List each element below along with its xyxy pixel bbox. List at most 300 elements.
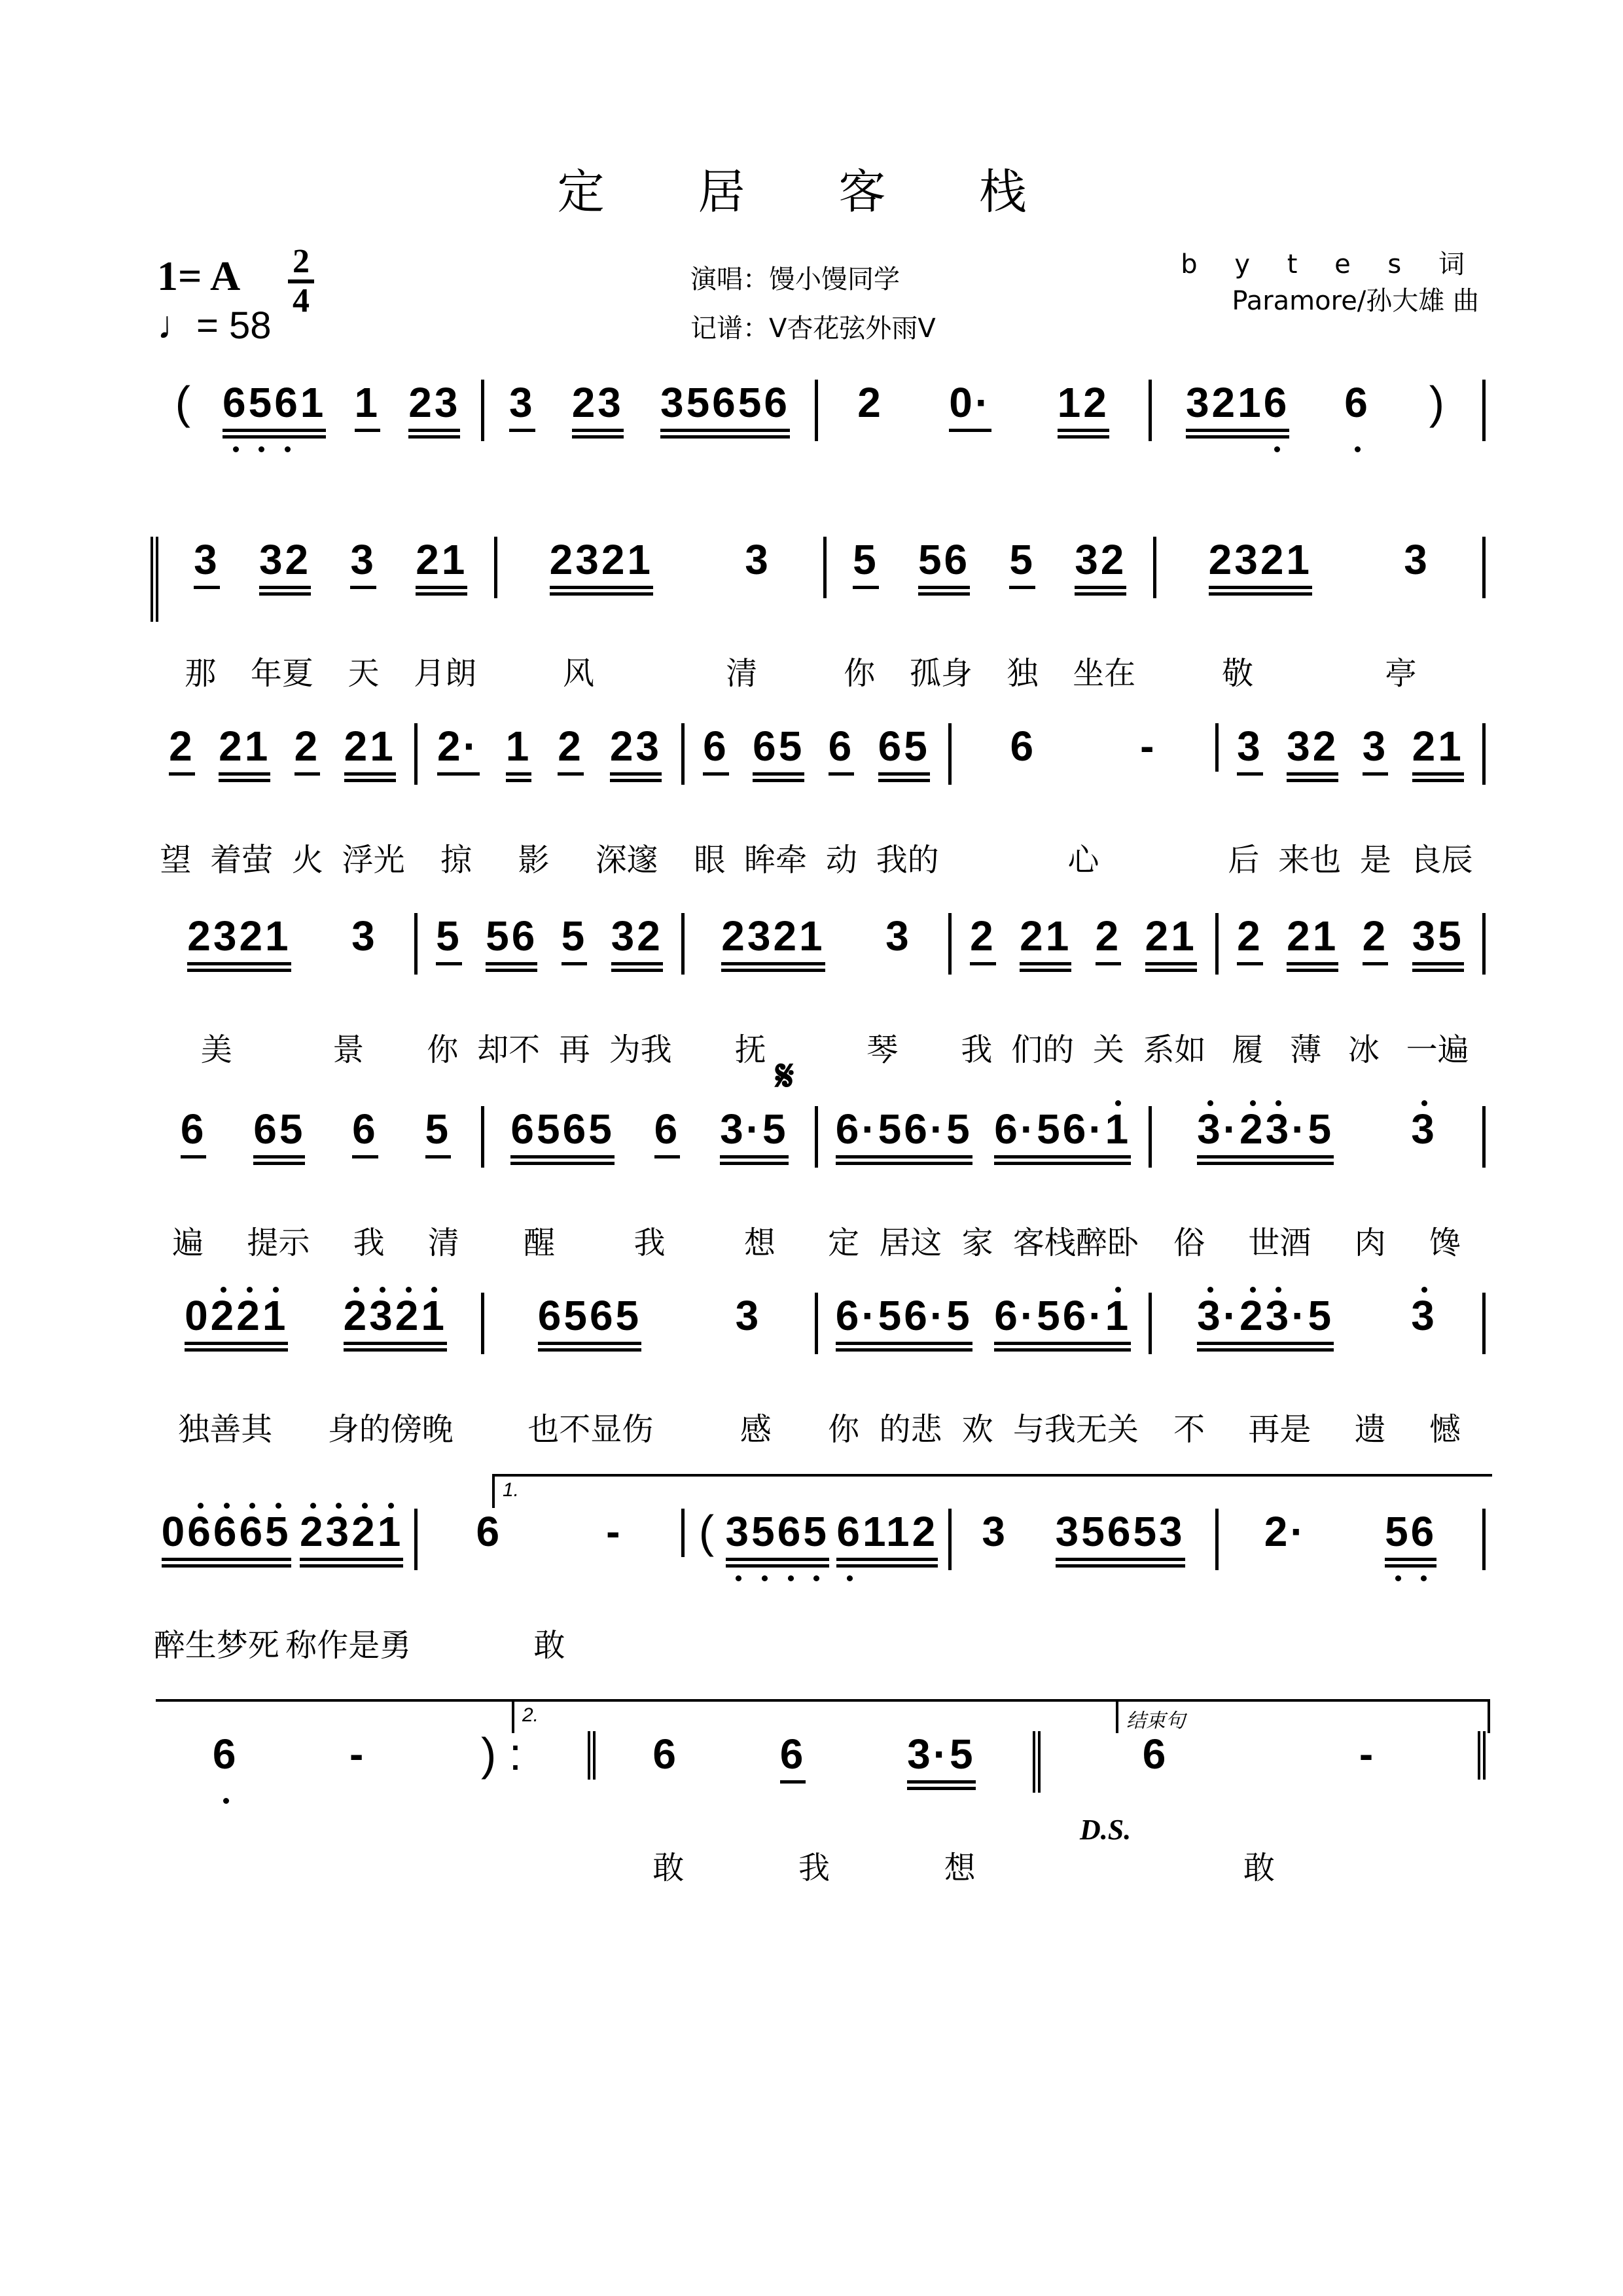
note-group [486, 913, 537, 975]
measure [151, 1731, 596, 1780]
note-group [437, 723, 480, 778]
note-group-body [506, 723, 532, 769]
underline [181, 1106, 207, 1158]
underline [1363, 913, 1389, 965]
note-text: 32 [1287, 723, 1339, 770]
lyric: 想 [743, 1225, 776, 1261]
note-group [416, 537, 467, 598]
underline [1056, 1509, 1185, 1568]
lyric: 也不显伤 [527, 1411, 654, 1448]
lyric: 客栈醉卧 [1012, 1225, 1139, 1261]
underline [1145, 913, 1197, 972]
lyric: 年夏 [250, 655, 313, 692]
note-group [907, 1731, 976, 1793]
underline [1209, 537, 1312, 596]
note-group [1186, 380, 1289, 441]
composer: Paramore/孙大雄 曲 [1232, 286, 1479, 316]
underline [416, 537, 467, 589]
note-group-body [1140, 723, 1156, 769]
note-text: 3·5 [720, 1105, 789, 1153]
underline [550, 537, 653, 589]
note-group-body [829, 723, 855, 769]
note-group-body [982, 1509, 1008, 1554]
note-group [918, 537, 970, 598]
note-group [1140, 723, 1156, 772]
note-text: 21 [1145, 912, 1197, 960]
note-group [550, 537, 653, 598]
note-text: 3 [350, 536, 376, 583]
underline [1287, 913, 1338, 972]
lyricist: b y t e s 词 [1181, 249, 1479, 279]
lyric: 为我 [609, 1031, 672, 1068]
note-text: 3 [1411, 1105, 1437, 1153]
note-group [1412, 913, 1464, 975]
note-text: 3216 [1185, 379, 1290, 426]
lyric: 我 [633, 1225, 666, 1261]
measure [1152, 377, 1486, 441]
note-group [1237, 723, 1263, 778]
note-group-body [853, 537, 879, 583]
note-group-body [1009, 537, 1035, 583]
note-group-body [1096, 913, 1122, 959]
lyric: 履 [1232, 1031, 1264, 1068]
underline [994, 1106, 1131, 1165]
underline [436, 913, 462, 965]
underline [350, 537, 376, 589]
transcriber: 记谱：V杏花弦外雨V [690, 314, 936, 344]
lyric: 眼 [694, 842, 726, 878]
volta-2 [512, 1699, 1119, 1733]
lyric: 望 [160, 842, 192, 878]
underline [836, 1106, 972, 1158]
lyrics [418, 1024, 681, 1069]
note-group [506, 723, 532, 785]
underline [918, 537, 970, 589]
underline [223, 380, 326, 439]
note-text: 3 [735, 1292, 762, 1339]
underline [510, 1106, 614, 1158]
note-text: 6565 [537, 1292, 642, 1339]
note-group-body [476, 1509, 503, 1554]
underline [538, 1293, 641, 1352]
note-group-body [753, 723, 804, 769]
note-text: 56 [1385, 1508, 1437, 1555]
underline [1197, 1293, 1334, 1345]
lyric: 世酒 [1248, 1225, 1311, 1261]
note-group [1363, 913, 1389, 968]
underline [1412, 913, 1464, 972]
note-group-body [994, 1106, 1131, 1152]
note-text: 65 [253, 1105, 306, 1153]
underline [486, 913, 537, 972]
note-text: 5 [425, 1105, 452, 1153]
measure [685, 1506, 952, 1570]
measure [168, 536, 497, 692]
volta-1-continuation [156, 1699, 514, 1727]
note-text: 2321 [343, 1292, 447, 1339]
score-line [151, 1729, 1486, 1886]
note-text: 6565 [510, 1105, 615, 1153]
note-group [1287, 723, 1338, 785]
note-text: - [349, 1731, 366, 1778]
measure [484, 1105, 818, 1261]
notes-row [151, 1105, 1486, 1261]
note-text: 2 [857, 379, 883, 426]
measure [418, 912, 685, 1068]
note-group [885, 913, 912, 961]
underline [162, 1509, 291, 1561]
underline [506, 723, 532, 782]
lyric: 后 [1228, 842, 1260, 878]
underline [726, 1509, 829, 1561]
measure [685, 912, 952, 1068]
note-text: 3 [745, 536, 771, 583]
underline [753, 723, 804, 776]
note-group-body [1197, 1106, 1334, 1152]
lyric: 琴 [866, 1031, 899, 1068]
note-group-body [436, 913, 462, 959]
note-group [610, 723, 662, 785]
measure [827, 536, 1156, 692]
note-group-body [720, 1106, 789, 1152]
underline [610, 723, 662, 776]
underline [780, 1731, 806, 1784]
note-group [436, 913, 462, 968]
measure [818, 1292, 1152, 1448]
note-group [509, 380, 535, 435]
note-group-body [509, 380, 535, 425]
lyric: 深邃 [595, 842, 658, 878]
underline [187, 913, 291, 972]
note-group [753, 723, 804, 785]
underline [1075, 537, 1126, 589]
note-group [949, 380, 991, 435]
note-group [853, 537, 879, 592]
lyric: 心 [1067, 842, 1099, 878]
lyrics [827, 648, 1153, 693]
note-group [836, 1293, 972, 1354]
note-text: 3·5 [907, 1731, 976, 1778]
lyric: 一遍 [1406, 1031, 1469, 1068]
underline [721, 913, 825, 972]
note-group-body [970, 913, 996, 959]
note-text: 2321 [549, 536, 653, 583]
underline [654, 1106, 681, 1158]
note-group-body [187, 913, 291, 959]
note-group-body [185, 1293, 288, 1338]
lyric: 们的 [1011, 1031, 1075, 1068]
notes-row [151, 912, 1486, 1068]
note-text: 2321 [1208, 536, 1312, 583]
lyric: 亭 [1385, 655, 1417, 692]
underline [720, 1106, 789, 1165]
note-group [1143, 1731, 1169, 1780]
note-group [1412, 723, 1464, 785]
note-group-body [1197, 1293, 1334, 1338]
lyric: 不 [1173, 1411, 1205, 1448]
lyric: 欢 [961, 1411, 993, 1448]
note-group-body [1058, 380, 1109, 425]
note-group [1145, 913, 1197, 975]
lyric: 眸牵 [744, 842, 808, 878]
score-line [151, 1292, 1486, 1448]
lyric: 冰 [1347, 1031, 1380, 1068]
underline [253, 1106, 305, 1158]
lyric: 景 [332, 1031, 365, 1068]
note-group [1056, 1509, 1185, 1570]
lyric: 馋 [1429, 1225, 1461, 1261]
note-text: 5 [436, 912, 462, 960]
tempo-value: = 58 [196, 304, 272, 347]
note-text: - [1359, 1731, 1376, 1778]
note-group-body [351, 913, 378, 959]
note-group-body [181, 1106, 207, 1152]
measure [952, 1509, 1219, 1570]
note-text: 2· [1264, 1508, 1307, 1555]
note-group-body [562, 913, 588, 959]
underline [660, 380, 790, 432]
note-text: 0221 [185, 1292, 289, 1339]
note-group-body [194, 537, 220, 583]
note-group [654, 1106, 681, 1161]
underline [1412, 723, 1464, 776]
close-parenthesis: ) : [480, 1729, 522, 1780]
lyric: 遗 [1354, 1411, 1386, 1448]
time-signature [288, 245, 314, 317]
lyric: 定 [828, 1225, 860, 1261]
note-group-body [259, 537, 311, 583]
underline [918, 537, 970, 596]
note-text: 6·56·1 [994, 1292, 1132, 1339]
measure [151, 377, 484, 441]
note-group-body [1287, 723, 1338, 769]
note-group [1058, 380, 1109, 441]
note-group [1385, 1509, 1436, 1570]
note-text: 3 [351, 912, 378, 960]
note-group [829, 723, 855, 778]
lyrics [1219, 1024, 1482, 1069]
lyrics [1152, 1217, 1482, 1263]
lyric: 月朗 [414, 655, 477, 692]
note-group-body [1344, 380, 1370, 425]
note-text: 3 [1404, 536, 1430, 583]
underline [660, 380, 790, 439]
note-group-body [1411, 1293, 1437, 1338]
lyrics [1152, 1404, 1482, 1449]
lyric: 影 [518, 842, 550, 878]
volta-1 [492, 1474, 1492, 1508]
note-group-body [355, 380, 381, 425]
underline [836, 1293, 972, 1345]
measure [151, 1508, 418, 1664]
note-group [1404, 537, 1430, 585]
note-text: 6 [352, 1105, 378, 1153]
lyrics [818, 1217, 1149, 1263]
lyric: 系如 [1143, 1031, 1206, 1068]
underline [562, 913, 588, 965]
lyric: 再是 [1248, 1411, 1311, 1448]
underline [1237, 913, 1263, 965]
lyrics [151, 1620, 414, 1665]
underline [1287, 913, 1338, 965]
lyric: 孤身 [909, 655, 972, 692]
measure [151, 1292, 484, 1448]
note-group [219, 723, 270, 785]
note-group-body [162, 1509, 291, 1554]
note-text: 6 [828, 723, 855, 770]
lyric: 再 [558, 1031, 590, 1068]
underline [1058, 380, 1109, 439]
segno-sign: 𝄋 [776, 1051, 794, 1100]
note-group-body [437, 723, 480, 769]
lyrics [685, 1024, 948, 1069]
underline [187, 913, 291, 965]
note-group [606, 1509, 622, 1557]
lyric: 称作是勇 [285, 1627, 412, 1664]
notes-row [151, 536, 1486, 692]
note-group-body [344, 723, 396, 769]
note-group [1010, 723, 1037, 772]
underline [726, 1509, 829, 1568]
note-text: 1 [505, 723, 532, 770]
lyric: 着萤 [210, 842, 274, 878]
lyric: 敢 [533, 1627, 565, 1664]
time-bottom: 4 [293, 282, 310, 319]
note-group [652, 1731, 679, 1780]
note-group-body [1209, 537, 1312, 583]
note-group [538, 1293, 641, 1354]
note-text: 6 [1344, 379, 1370, 426]
note-group [1096, 913, 1122, 968]
note-group [558, 723, 584, 778]
lyric: 居这 [879, 1225, 942, 1261]
note-text: 6 [476, 1508, 503, 1555]
note-group [253, 1106, 305, 1168]
lyric: 动 [825, 842, 857, 878]
lyrics [151, 1024, 414, 1069]
note-text: 35656 [660, 379, 790, 426]
underline [558, 723, 584, 776]
note-text: 3·23·5 [1197, 1105, 1334, 1153]
note-group-body [745, 537, 771, 583]
note-text: 3·23·5 [1197, 1292, 1334, 1339]
note-group [572, 380, 624, 441]
note-text: 0· [949, 379, 992, 426]
lyric: 清 [427, 1225, 459, 1261]
note-group [1287, 913, 1338, 975]
lyric: 敬 [1222, 655, 1254, 692]
lyric: 憾 [1429, 1411, 1461, 1448]
note-group [1363, 723, 1389, 778]
note-group-body [219, 723, 270, 769]
note-group-body [300, 1509, 403, 1554]
note-text: 6 [212, 1731, 239, 1778]
underline [437, 723, 480, 776]
underline [1009, 537, 1035, 589]
time-top: 2 [293, 243, 310, 280]
note-text: 3 [194, 536, 220, 583]
note-group-body [1186, 380, 1289, 425]
underline [253, 1106, 305, 1165]
lyric: 身的傍晚 [327, 1411, 454, 1448]
note-text: 6·56·1 [994, 1105, 1132, 1153]
lyric: 我 [798, 1850, 830, 1886]
measure [596, 1731, 1041, 1886]
underline [506, 723, 532, 776]
ending-label: 结束句 [1126, 1710, 1185, 1732]
lyric: 独善其 [178, 1411, 273, 1448]
underline [355, 380, 381, 432]
note-text: 3565 [725, 1508, 829, 1555]
lyric: 薄 [1290, 1031, 1322, 1068]
note-group-body [611, 913, 663, 959]
note-group [1197, 1293, 1334, 1354]
underline [1058, 380, 1109, 432]
note-text: 6 [703, 723, 729, 770]
note-group-body [253, 1106, 305, 1152]
note-group [213, 1731, 239, 1780]
note-group-body [836, 1509, 938, 1554]
note-group [1411, 1106, 1437, 1155]
lyric: 的悲 [879, 1411, 942, 1448]
note-group [350, 537, 376, 592]
note-group-body [169, 723, 195, 769]
note-text: 2 [970, 912, 996, 960]
lyric: 关 [1092, 1031, 1124, 1068]
note-text: 6·56·5 [835, 1105, 972, 1153]
lyric: 感 [740, 1411, 772, 1448]
lyrics [1041, 1842, 1478, 1888]
note-group [1237, 913, 1263, 968]
note-text: 6 [1142, 1731, 1169, 1778]
score-line [151, 377, 1486, 530]
note-text: 6561 [223, 379, 327, 426]
underline [1197, 1106, 1334, 1158]
notes-row [151, 723, 1486, 878]
note-text: 65 [878, 723, 930, 770]
underline [550, 537, 653, 596]
lyrics [151, 1217, 481, 1263]
underline [1197, 1106, 1334, 1165]
measure [1219, 723, 1486, 878]
underline [259, 537, 311, 596]
lyric: 却不 [477, 1031, 541, 1068]
lyric: 我 [353, 1225, 385, 1261]
underline [611, 913, 663, 965]
lyric: 敢 [652, 1850, 685, 1886]
note-text: 2 [1237, 912, 1263, 960]
note-text: 35653 [1055, 1508, 1185, 1555]
note-group-body [610, 723, 662, 769]
measure [952, 723, 1219, 878]
note-group [660, 380, 790, 441]
note-text: 3 [885, 912, 912, 960]
lyric: 来也 [1278, 842, 1342, 878]
underline [753, 723, 804, 782]
note-group-body [1143, 1731, 1169, 1777]
note-text: 3 [1237, 723, 1263, 770]
note-group [611, 913, 663, 975]
note-group [425, 1106, 452, 1161]
underline [185, 1293, 288, 1352]
note-group-body [1264, 1509, 1307, 1554]
note-group-body [1237, 723, 1263, 769]
underline [610, 723, 662, 782]
score-line [151, 1506, 1486, 1664]
note-group-body [1385, 1509, 1436, 1554]
note-group [194, 537, 220, 592]
note-group [857, 380, 883, 428]
